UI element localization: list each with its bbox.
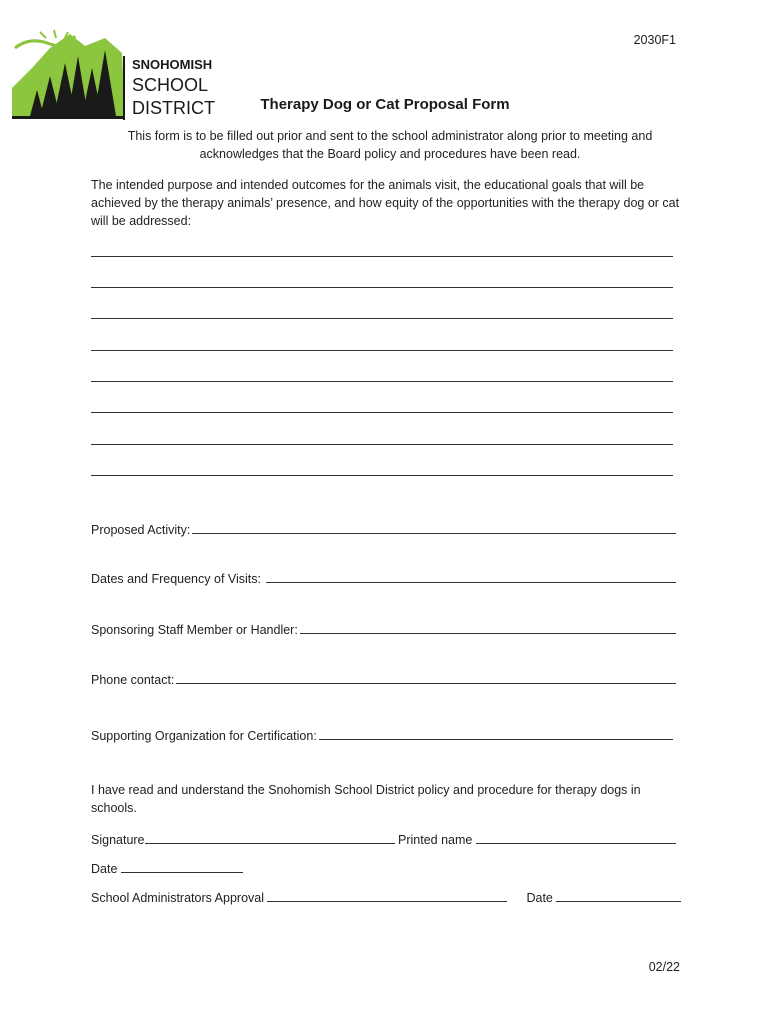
form-title: Therapy Dog or Cat Proposal Form [260,96,510,113]
sponsoring-staff-field [91,619,676,637]
admin-approval-label: School Administrators Approval [91,891,268,905]
purpose-answer-line[interactable] [91,256,673,257]
supporting-org-input[interactable] [319,739,673,740]
supporting-org-field [91,725,673,743]
admin-date-input[interactable] [556,901,681,902]
logo-line2: SCHOOL [132,75,209,95]
purpose-prompt: The intended purpose and intended outcomes for the animals visit, the educational goals that will be achieved by the therapy animals’ presence, and how equity of the opportunities with the therapy dog or cat will be addressed: [91,178,680,228]
purpose-answer-line[interactable] [91,412,673,413]
signature-row [91,829,676,847]
printed-name-input[interactable] [476,843,676,844]
printed-name-label: Printed name [394,833,476,847]
date-row [91,858,243,876]
date-input[interactable] [121,872,243,873]
purpose-answer-line[interactable] [91,318,673,319]
signature-input[interactable] [145,843,395,844]
intro-text: This form is to be filled out prior and sent to the school administrator along prior to meeting and acknowledges that the Board policy and procedures have been read. [127,129,653,161]
supporting-org-label: Supporting Organization for Certification: [91,729,317,743]
purpose-answer-line[interactable] [91,381,673,382]
admin-date-label: Date [526,891,557,905]
date-label: Date [91,862,121,876]
signature-label: Signature [91,833,145,847]
dates-frequency-label: Dates and Frequency of Visits: [91,572,265,586]
phone-contact-field [91,669,676,687]
admin-approval-input[interactable] [267,901,507,902]
purpose-answer-line[interactable] [91,475,673,476]
sponsoring-staff-input[interactable] [300,633,676,634]
purpose-answer-line[interactable] [91,444,673,445]
dates-frequency-input[interactable] [266,582,676,583]
logo-line1: SNOHOMISH [132,57,213,72]
acknowledgement-text: I have read and understand the Snohomish School District policy and procedure for therapy dogs in schools. [91,783,641,815]
purpose-answer-line[interactable] [91,350,673,351]
sponsoring-staff-label: Sponsoring Staff Member or Handler: [91,623,298,637]
admin-approval-row [91,887,681,905]
proposed-activity-label: Proposed Activity: [91,523,191,537]
phone-contact-label: Phone contact: [91,673,175,687]
phone-contact-input[interactable] [176,683,676,684]
logo-line3: DISTRICT [132,98,215,118]
proposed-activity-input[interactable] [192,533,676,534]
form-code: 2030F1 [633,33,676,47]
purpose-answer-line[interactable] [91,287,673,288]
revision-date: 02/22 [648,960,680,974]
dates-frequency-field [91,568,676,586]
proposed-activity-field [91,519,676,537]
